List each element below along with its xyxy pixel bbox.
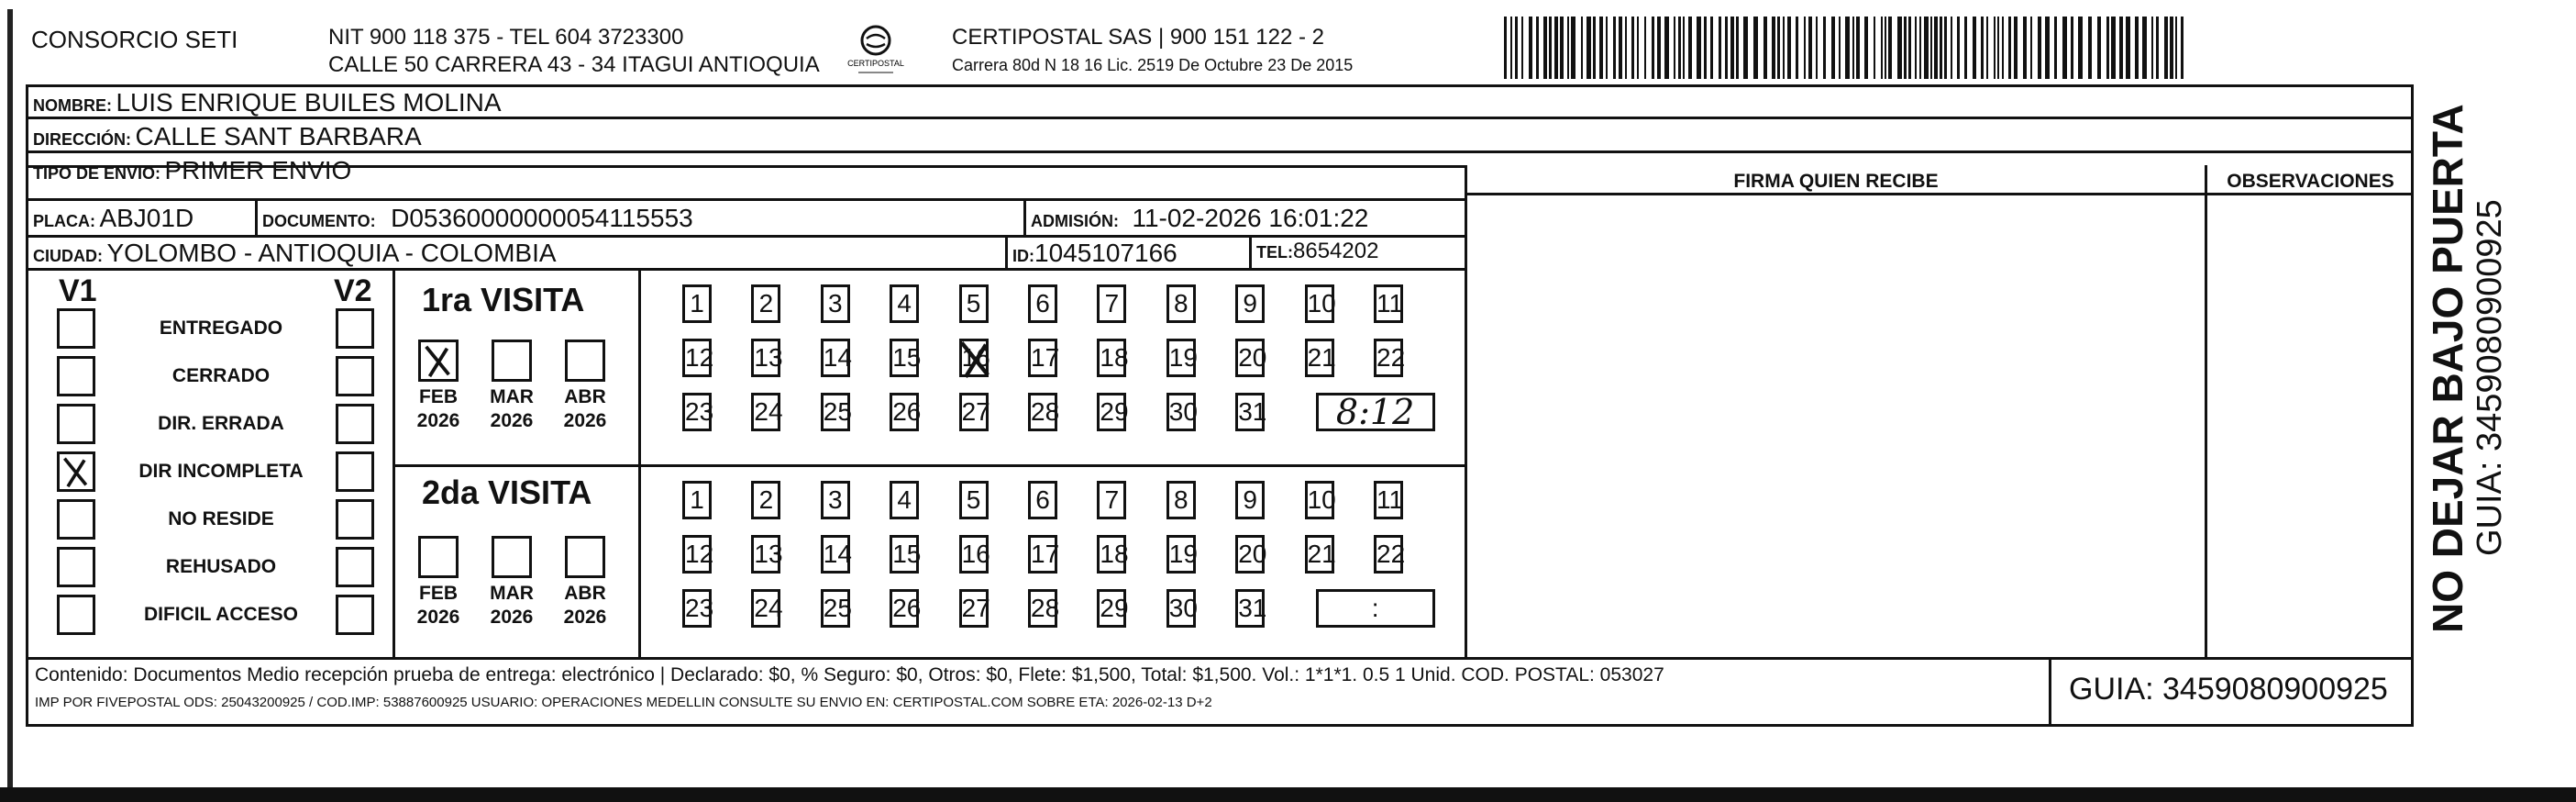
first-day-box[interactable]: 19 [1166, 339, 1196, 377]
company-info [328, 24, 820, 79]
second-month-label [559, 582, 611, 629]
second-day-box[interactable]: 7 [1097, 481, 1126, 519]
signature-divider [1465, 165, 1467, 659]
company-name: CONSORCIO SETI [31, 26, 238, 53]
second-day-box[interactable]: 4 [890, 481, 919, 519]
second-month-checkbox[interactable] [418, 536, 459, 578]
second-month-checkbox[interactable] [565, 536, 605, 578]
second-day-box[interactable]: 1 [682, 481, 712, 519]
row-divider [26, 657, 2414, 660]
plate-value: ABJ01D [99, 204, 194, 232]
row-divider [26, 268, 1467, 271]
row-divider [26, 198, 1467, 201]
first-day-box[interactable]: 22 [1374, 339, 1403, 377]
document-value: D05360000000054115553 [391, 204, 693, 232]
second-day-box[interactable]: 11 [1374, 481, 1403, 519]
v1-checkbox[interactable] [57, 356, 95, 396]
visit-divider [395, 464, 1465, 467]
admission-cell [1031, 204, 1368, 233]
second-month-label [413, 582, 464, 629]
send-type: PRIMER ENVIO [164, 156, 352, 184]
first-day-box[interactable]: 30 [1166, 393, 1196, 431]
first-visit-title: 1ra VISITA [422, 281, 585, 318]
address-row [33, 122, 422, 151]
first-day-box[interactable]: 11 [1374, 284, 1403, 323]
tel-cell [1256, 239, 1378, 264]
status-label: REHUSADO [165, 556, 277, 577]
first-day-box[interactable]: 3 [821, 284, 850, 323]
city-value: YOLOMBO - ANTIOQUIA - COLOMBIA [106, 239, 557, 267]
v1-checkbox[interactable] [57, 451, 95, 492]
first-day-box[interactable]: 4 [890, 284, 919, 323]
certipostal-info [952, 24, 1353, 79]
second-visit-title: 2da VISITA [422, 473, 592, 511]
second-day-box[interactable]: 28 [1028, 589, 1057, 628]
first-day-box[interactable]: 24 [751, 393, 780, 431]
footer-imp-line: IMP POR FIVEPOSTAL ODS: 25043200925 / COD.IMP: 53887600925 USUARIO: OPERACIONES MEDELLIN CONSULTE SU ENVIO EN: CERTIPOSTAL.COM SOBRE ETA: 2026-02-13 D+2 [35, 695, 1212, 710]
first-day-box[interactable]: 17 [1028, 339, 1057, 377]
second-day-box[interactable]: 24 [751, 589, 780, 628]
tel-value: 8654202 [1293, 239, 1379, 263]
month-name: MAR [490, 386, 534, 407]
admission-label: ADMISIÓN: [1031, 212, 1119, 230]
second-month-label [486, 582, 537, 629]
footer-content-line: Contenido: Documentos Medio recepción prueba de entrega: electrónico | Declarado: $0, % Seguro: $0, Otros: $0, Flete: $1,500, Total: $1,500. Vol.: 1*1*1. 0.5 1 Unid. COD. POSTAL: 053027 [35, 664, 1664, 685]
send-type-row [33, 156, 351, 185]
second-day-box[interactable]: 19 [1166, 535, 1196, 574]
second-day-box[interactable]: 25 [821, 589, 850, 628]
name-row [33, 88, 502, 117]
recipient-address: CALLE SANT BARBARA [135, 122, 422, 150]
first-day-box[interactable]: 5 [959, 284, 989, 323]
no-dejar-bajo-puerta: NO DEJAR BAJO PUERTA [2424, 104, 2471, 633]
id-cell [1012, 239, 1177, 268]
city-label: CIUDAD: [33, 247, 103, 265]
first-day-box[interactable]: 6 [1028, 284, 1057, 323]
month-year: 2026 [490, 410, 534, 431]
first-day-box[interactable]: 23 [682, 393, 712, 431]
status-divider [392, 268, 395, 657]
document-label: DOCUMENTO: [262, 212, 376, 230]
admission-value: 11-02-2026 16:01:22 [1132, 204, 1369, 232]
second-month-checkbox[interactable] [492, 536, 532, 578]
name-label: NOMBRE: [33, 96, 112, 115]
status-label: NO RESIDE [168, 508, 274, 529]
send-type-label: TIPO DE ENVIO: [33, 164, 161, 183]
first-day-box[interactable]: 20 [1235, 339, 1265, 377]
first-month-label [559, 385, 611, 433]
first-day-box[interactable]: 14 [821, 339, 850, 377]
second-day-box[interactable]: 27 [959, 589, 989, 628]
barcode-icon [1504, 17, 2187, 79]
month-name: FEB [419, 583, 458, 604]
second-day-box[interactable]: 3 [821, 481, 850, 519]
address-label: DIRECCIÓN: [33, 130, 131, 149]
v2-checkbox[interactable] [336, 356, 374, 396]
month-name: ABR [564, 583, 606, 604]
first-day-box[interactable]: 21 [1305, 339, 1334, 377]
v2-checkbox[interactable] [336, 595, 374, 635]
nit-line: NIT 900 118 375 - TEL 604 3723300 [328, 25, 684, 50]
second-day-box[interactable]: 26 [890, 589, 919, 628]
first-day-box[interactable]: 7 [1097, 284, 1126, 323]
first-day-box[interactable]: 26 [890, 393, 919, 431]
second-day-box[interactable]: 10 [1305, 481, 1334, 519]
tel-label: TEL: [1256, 243, 1293, 262]
certipostal-logo-icon [847, 22, 904, 77]
plate-label: PLACA: [33, 212, 95, 230]
first-day-box[interactable]: 13 [751, 339, 780, 377]
plate-cell [33, 204, 193, 233]
second-day-box[interactable]: 9 [1235, 481, 1265, 519]
side-guia: GUIA: 3459080900925 [2471, 199, 2509, 556]
v1-checkbox[interactable] [57, 404, 95, 444]
first-day-box[interactable]: 12 [682, 339, 712, 377]
left-border [7, 9, 13, 798]
second-day-box[interactable]: 6 [1028, 481, 1057, 519]
first-day-box[interactable]: 18 [1097, 339, 1126, 377]
second-day-box[interactable]: 30 [1166, 589, 1196, 628]
first-day-box[interactable]: 10 [1305, 284, 1334, 323]
cell-divider [255, 201, 258, 235]
second-day-box[interactable]: 29 [1097, 589, 1126, 628]
v2-checkbox[interactable] [336, 499, 374, 540]
first-day-box[interactable]: 9 [1235, 284, 1265, 323]
id-label: ID: [1012, 247, 1034, 265]
second-day-box[interactable]: 13 [751, 535, 780, 574]
cell-divider [1249, 238, 1252, 268]
first-month-checkbox[interactable] [418, 340, 459, 382]
month-year: 2026 [563, 607, 607, 628]
month-name: ABR [564, 386, 606, 407]
status-label: DIFICIL ACCESO [143, 604, 298, 625]
first-day-box[interactable]: 8 [1166, 284, 1196, 323]
footer-divider [2049, 657, 2051, 727]
v1-checkbox[interactable] [57, 308, 95, 349]
address-line: CALLE 50 CARRERA 43 - 34 ITAGUI ANTIOQUIA [328, 52, 820, 77]
second-day-box[interactable]: 8 [1166, 481, 1196, 519]
signature-header-line [1467, 193, 2414, 195]
first-month-label [486, 385, 537, 433]
first-day-box[interactable]: 25 [821, 393, 850, 431]
month-year: 2026 [416, 410, 460, 431]
status-label: DIR INCOMPLETA [138, 461, 304, 482]
month-name: MAR [490, 583, 534, 604]
first-time-box[interactable]: 8:12 [1316, 393, 1435, 431]
logo-text: CERTIPOSTAL [847, 59, 904, 68]
first-day-box[interactable]: 15 [890, 339, 919, 377]
cell-divider [1023, 201, 1026, 235]
city-cell [33, 239, 557, 268]
first-day-box[interactable]: 31 [1235, 393, 1265, 431]
observations-label: OBSERVACIONES [2227, 171, 2394, 192]
v2-label: V2 [334, 273, 372, 308]
bottom-border [0, 787, 2576, 802]
v1-checkbox[interactable] [57, 499, 95, 540]
first-month-label [413, 385, 464, 433]
month-year: 2026 [563, 410, 607, 431]
first-month-checkbox[interactable] [492, 340, 532, 382]
signature-area[interactable] [1469, 196, 2203, 655]
v1-label: V1 [59, 273, 97, 308]
status-label: DIR. ERRADA [158, 413, 284, 434]
v2-checkbox[interactable] [336, 451, 374, 492]
second-day-box[interactable]: 2 [751, 481, 780, 519]
certipostal-line: CERTIPOSTAL SAS | 900 151 122 - 2 [952, 25, 1324, 50]
second-day-box[interactable]: 12 [682, 535, 712, 574]
second-day-box[interactable]: 31 [1235, 589, 1265, 628]
v2-checkbox[interactable] [336, 404, 374, 444]
month-name: FEB [419, 386, 458, 407]
first-day-box[interactable]: 2 [751, 284, 780, 323]
second-day-box[interactable]: 17 [1028, 535, 1057, 574]
month-year: 2026 [490, 607, 534, 628]
document-cell [262, 204, 693, 233]
first-day-box[interactable]: 16 [959, 339, 989, 377]
month-divider [638, 268, 641, 657]
footer-guia: GUIA: 3459080900925 [2069, 672, 2388, 707]
second-day-box[interactable]: 14 [821, 535, 850, 574]
first-day-box[interactable]: 27 [959, 393, 989, 431]
month-year: 2026 [416, 607, 460, 628]
second-day-box[interactable]: 21 [1305, 535, 1334, 574]
first-day-box[interactable]: 29 [1097, 393, 1126, 431]
first-day-box[interactable]: 28 [1028, 393, 1057, 431]
second-day-box[interactable]: 5 [959, 481, 989, 519]
second-time-box[interactable]: : [1316, 589, 1435, 628]
status-label: ENTREGADO [159, 317, 283, 339]
first-day-box[interactable]: 1 [682, 284, 712, 323]
license-line: Carrera 80d N 18 16 Lic. 2519 De Octubre 23 De 2015 [952, 56, 1354, 74]
v1-checkbox[interactable] [57, 595, 95, 635]
observations-area[interactable] [2209, 196, 2411, 655]
second-day-box[interactable]: 23 [682, 589, 712, 628]
second-day-box[interactable]: 15 [890, 535, 919, 574]
signature-label: FIRMA QUIEN RECIBE [1733, 171, 1939, 192]
v1-checkbox[interactable] [57, 547, 95, 587]
second-day-box[interactable]: 16 [959, 535, 989, 574]
first-month-checkbox[interactable] [565, 340, 605, 382]
v2-checkbox[interactable] [336, 308, 374, 349]
id-value: 1045107166 [1034, 239, 1177, 267]
status-label: CERRADO [171, 365, 271, 386]
observations-divider [2205, 165, 2207, 659]
second-day-box[interactable]: 22 [1374, 535, 1403, 574]
cell-divider [1005, 238, 1008, 268]
recipient-name: LUIS ENRIQUE BUILES MOLINA [116, 88, 502, 117]
second-day-box[interactable]: 20 [1235, 535, 1265, 574]
v2-checkbox[interactable] [336, 547, 374, 587]
second-day-box[interactable]: 18 [1097, 535, 1126, 574]
